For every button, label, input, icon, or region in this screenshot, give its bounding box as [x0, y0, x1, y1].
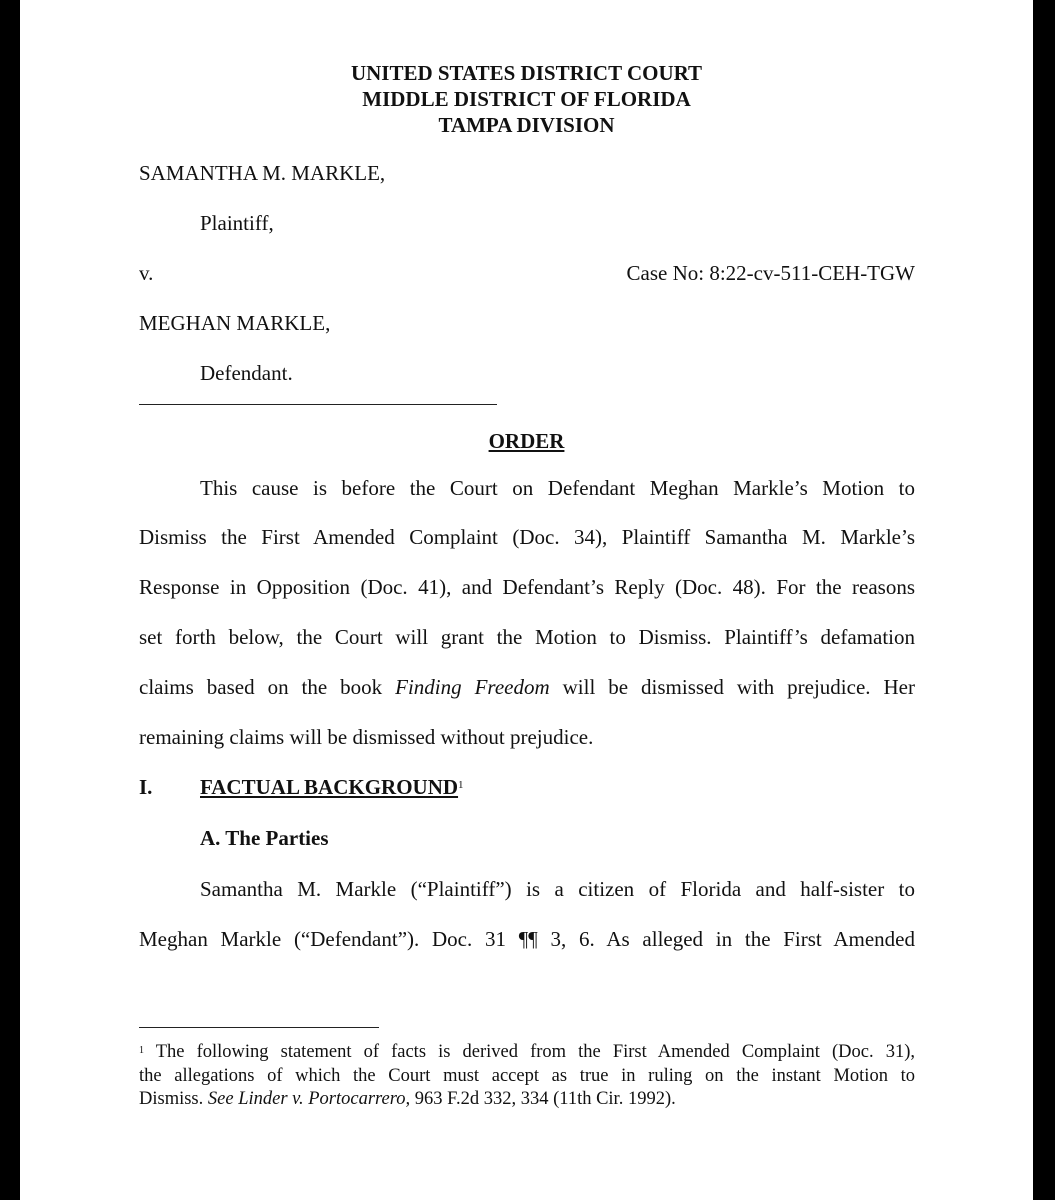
section-number: I. — [139, 775, 153, 799]
footnote-line-3-start: Dismiss. — [139, 1089, 208, 1109]
footnote-reference: 1 — [458, 779, 464, 791]
parties-line-2: Meghan Markle (“Defendant”). Doc. 31 ¶¶ 3, 6. As alleged in the First Amended — [139, 927, 915, 951]
defendant-label: Defendant. — [200, 361, 293, 385]
court-division: TAMPA DIVISION — [438, 113, 615, 137]
plaintiff-label: Plaintiff, — [200, 211, 274, 235]
book-title: Finding Freedom — [395, 675, 550, 699]
intro-line-2: Dismiss the First Amended Complaint (Doc. 34), Plaintiff Samantha M. Markle’s — [139, 525, 915, 549]
section-title — [200, 774, 464, 800]
intro-line-6: remaining claims will be dismissed without prejudice. — [139, 725, 594, 749]
intro-line-1: This cause is before the Court on Defendant Meghan Markle’s Motion to — [200, 476, 915, 500]
citation: See Linder v. Portocarrero, — [207, 1089, 411, 1109]
intro-line-5 — [139, 674, 915, 700]
document-page — [20, 0, 1033, 1200]
court-name: UNITED STATES DISTRICT COURT — [350, 61, 703, 85]
case-number: Case No: 8:22-cv-511-CEH-TGW — [626, 261, 915, 285]
order-title: ORDER — [488, 429, 565, 453]
intro-line-3: Response in Opposition (Doc. 41), and Defendant’s Reply (Doc. 48). For the reasons — [139, 575, 915, 599]
plaintiff-name: SAMANTHA M. MARKLE, — [139, 161, 386, 185]
versus: v. — [139, 261, 154, 285]
caption-divider — [139, 404, 497, 405]
intro-line-5-start: claims based on the book — [139, 675, 396, 699]
intro-line-5-end: will be dismissed with prejudice. Her — [549, 675, 915, 699]
intro-line-4: set forth below, the Court will grant the Motion to Dismiss. Plaintiff’s defamation — [139, 625, 915, 649]
footnote-line-3-end: 963 F.2d 332, 334 (11th Cir. 1992). — [410, 1089, 676, 1109]
court-district: MIDDLE DISTRICT OF FLORIDA — [362, 87, 691, 111]
footnote-line-2: the allegations of which the Court must accept as true in ruling on the instant Motion to — [139, 1066, 915, 1086]
footnote-marker: 1 — [139, 1045, 144, 1056]
footnote-line-1-text: The following statement of facts is derived from the First Amended Complaint (Doc. 31), — [144, 1042, 915, 1062]
parties-line-1: Samantha M. Markle (“Plaintiff”) is a citizen of Florida and half-sister to — [200, 877, 915, 901]
subsection-title: A. The Parties — [200, 826, 329, 850]
footnote-line-3 — [139, 1088, 915, 1110]
section-title-text: FACTUAL BACKGROUND — [200, 775, 459, 799]
footnote-line-1 — [139, 1041, 915, 1063]
defendant-name: MEGHAN MARKLE, — [139, 311, 331, 335]
footnote-divider — [139, 1027, 379, 1028]
court-header — [20, 60, 1033, 138]
